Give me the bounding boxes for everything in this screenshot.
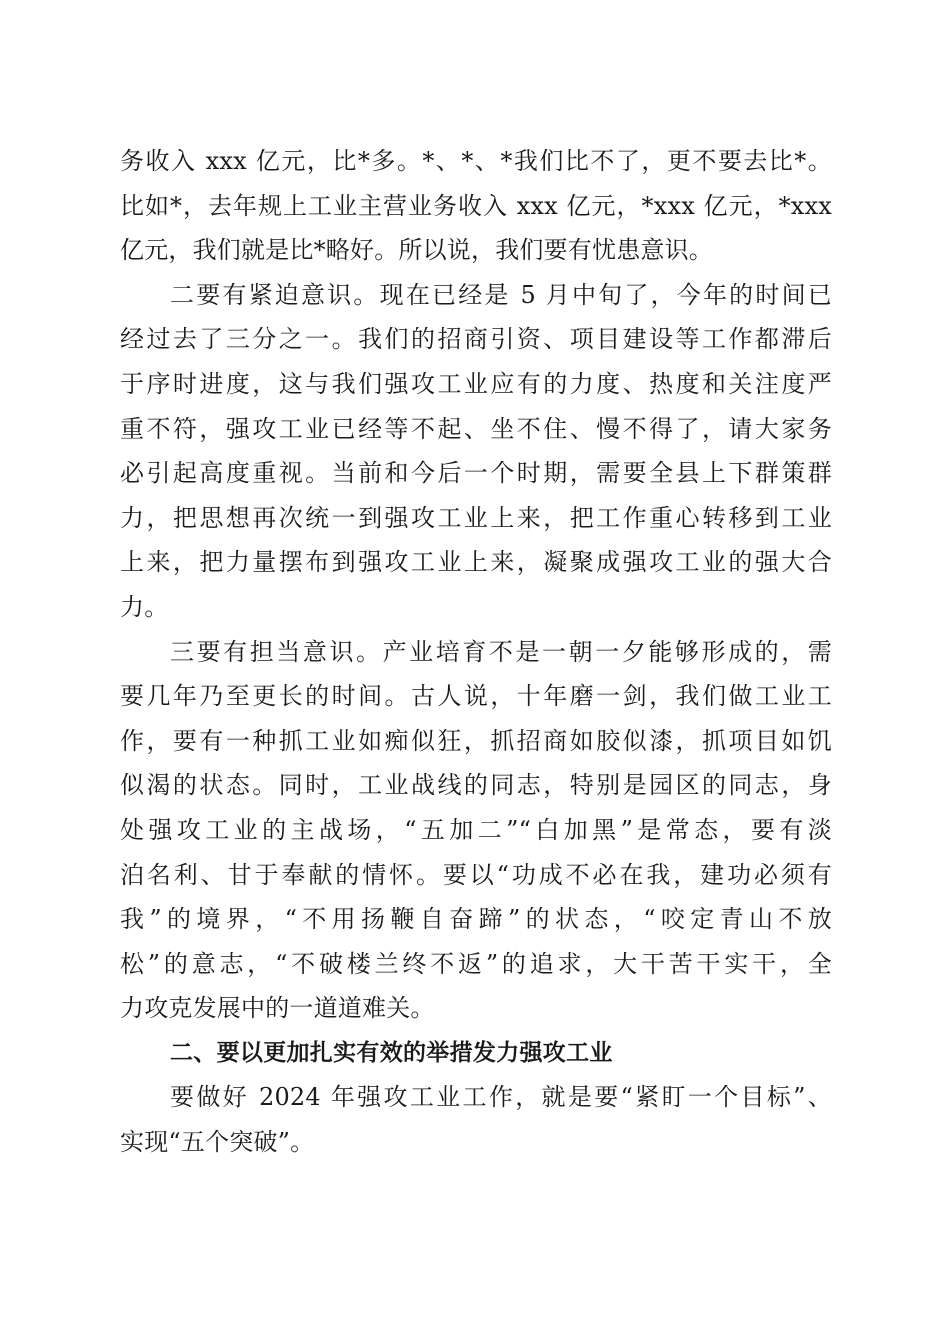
text-line: 二要有紧迫意识。现在已经是 5 月中旬了，今年的时间已 (170, 280, 832, 309)
text-line: 松”的意志，“不破楼兰终不返”的追求，大干苦干实干，全 (120, 949, 832, 978)
text-line: 于序时进度，这与我们强攻工业应有的力度、热度和关注度严 (120, 369, 832, 398)
text-line: 泊名利、甘于奉献的情怀。要以“功成不必在我，建功必须有 (120, 860, 832, 889)
text-line: 实现“五个突破”。 (120, 1128, 315, 1157)
paragraph-urgency (120, 273, 832, 630)
text-line: 要做好 2024 年强攻工业工作，就是要“紧盯一个目标”、 (170, 1083, 832, 1112)
text-line: 亿元，我们就是比*略好。所以说，我们要有忧患意识。 (120, 236, 713, 265)
document-body (120, 139, 832, 1165)
text-line: 经过去了三分之一。我们的招商引资、项目建设等工作都滞后 (120, 325, 832, 354)
text-line: 处强攻工业的主战场，“五加二”“白加黑”是常态，要有淡 (120, 815, 832, 844)
text-line: 我”的境界，“不用扬鞭自奋蹄”的状态，“咬定青山不放 (120, 905, 832, 934)
text-line: 作，要有一种抓工业如痴似狂，抓招商如胶似漆，抓项目如饥 (120, 726, 832, 755)
text-line: 力攻克发展中的一道道难关。 (120, 994, 435, 1023)
text-line: 三要有担当意识。产业培育不是一朝一夕能够形成的，需 (170, 637, 832, 666)
text-line: 必引起高度重视。当前和今后一个时期，需要全县上下群策群 (120, 459, 832, 488)
text-line: 似渴的状态。同时，工业战线的同志，特别是园区的同志，身 (120, 771, 832, 800)
text-line: 重不符，强攻工业已经等不起、坐不住、慢不得了，请大家务 (120, 414, 832, 443)
text-line: 力。 (120, 592, 169, 621)
paragraph-responsibility (120, 630, 832, 1031)
text-line: 比如*，去年规上工业主营业务收入 xxx 亿元，*xxx 亿元，*xxx (120, 191, 832, 220)
section-heading: 二、要以更加扎实有效的举措发力强攻工业 (170, 1039, 613, 1066)
text-line: 务收入 xxx 亿元，比*多。*、*、*我们比不了，更不要去比*。 (120, 147, 832, 175)
text-line: 上来，把力量摆布到强攻工业上来，凝聚成强攻工业的强大合 (120, 548, 832, 577)
text-line: 要几年乃至更长的时间。古人说，十年磨一剑，我们做工业工 (120, 682, 832, 711)
paragraph-goals (120, 1075, 832, 1164)
paragraph-revenue-comparison (120, 139, 832, 273)
text-line: 力，把思想再次统一到强攻工业上来，把工作重心转移到工业 (120, 503, 832, 532)
